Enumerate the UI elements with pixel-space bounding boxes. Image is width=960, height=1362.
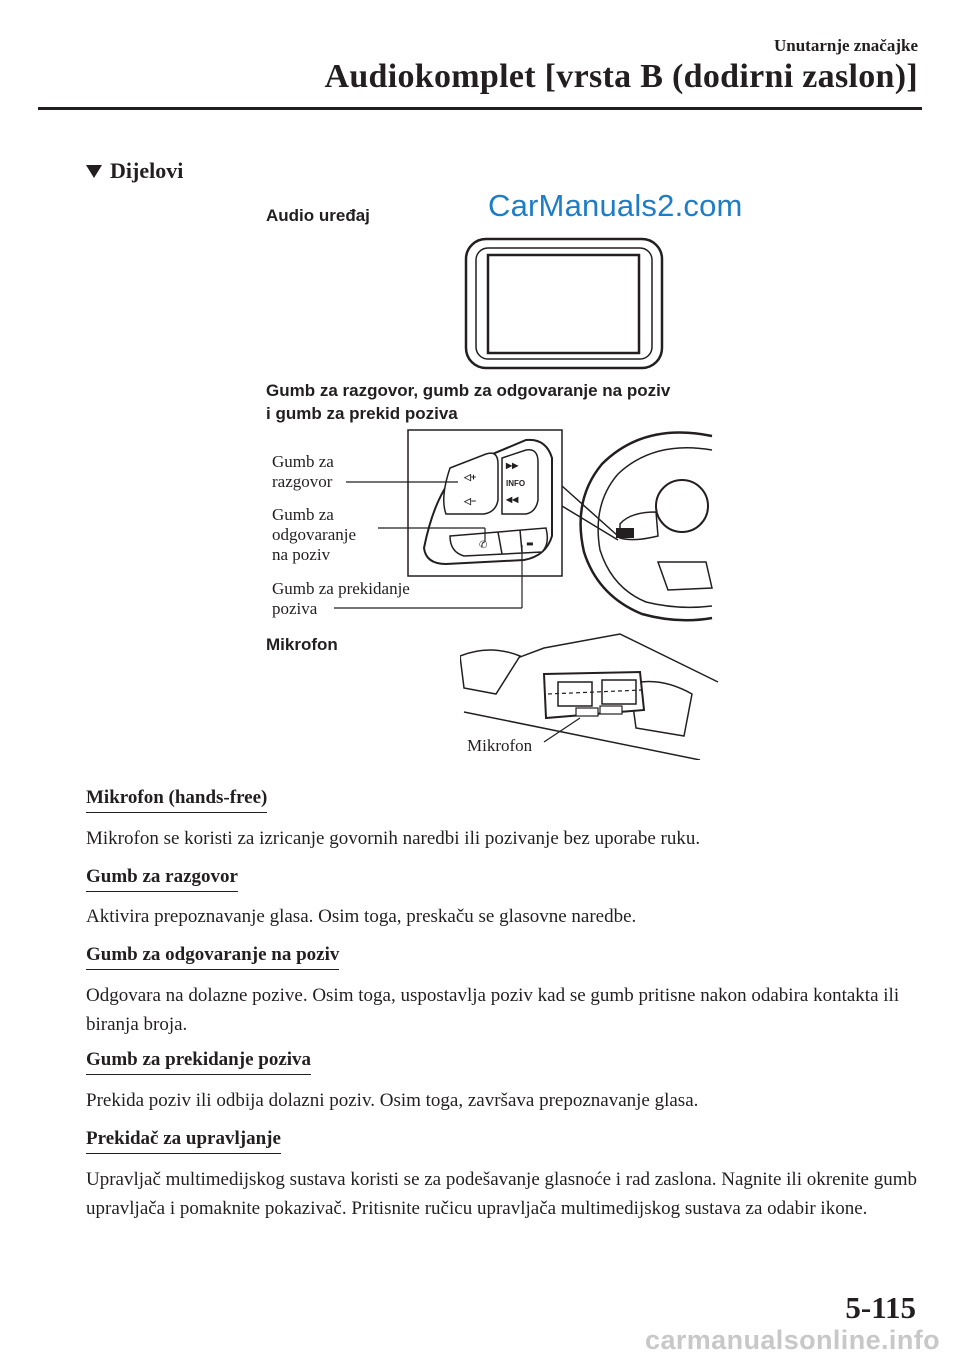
map-light-left [558,682,592,706]
header-section-name: Unutarnje značajke [773,36,918,55]
callout-hangup-line1: Gumb za prekidanje [272,579,410,598]
audio-device-label: Audio uređaj [266,206,370,225]
buttons-label-line2: i gumb za prekid poziva [266,404,458,423]
callout-talk-line1: Gumb za [272,452,334,471]
item-text-talk-button: Aktivira prepoznavanje glasa. Osim toga, preskaču se glasovne naredbe. [86,906,637,927]
item-heading-commander-switch: Prekidač za upravljanje [86,1128,281,1154]
item-text-microphone: Mikrofon se koristi za izricanje govornih naredbi ili pozivanje bez uporabe ruku. [86,828,701,849]
item-text-answer-button: Odgovara na dolazne pozive. Osim toga, uspostavlja poziv kad se gumb pritisne nakon odabira kontakta ili biranja broja. [86,985,900,1035]
callout-answer-line2: odgovaranje [272,525,357,544]
microphone-grille-right [600,706,622,714]
buttons-label-line1: Gumb za razgovor, gumb za odgovaranje na poziv [266,381,671,400]
item-text-commander-switch: Upravljač multimedijskog sustava koristi se za podešavanje glasnoće i rad zaslona. Nagnite ili okrenite gumb upravljača i pomaknite pokazivač. Pritisnite ručicu upravljača multimedijskog sustava za odabir ikone. [86,1169,918,1219]
microphone-callout: Mikrofon [467,736,533,755]
watermark: CarManuals2.com [488,188,743,223]
item-text-hangup-button: Prekida poziv ili odbija dolazni poziv. Osim toga, završava prepoznavanje glasa. [86,1090,699,1111]
item-heading-answer-button: Gumb za odgovaranje na poziv [86,944,339,970]
answer-button-mark: ✆ [479,540,488,551]
hangup-button-mark: ▬ [526,539,534,548]
info-button-text: INFO [506,479,526,488]
callout-hangup-line2: poziva [272,599,318,618]
seek-up-mark: ▶▶ [506,461,519,470]
page-title: Audiokomplet [vrsta B (dodirni zaslon)] [324,58,918,95]
item-heading-hangup-button: Gumb za prekidanje poziva [86,1049,311,1075]
item-heading-microphone: Mikrofon (hands-free) [86,787,267,813]
section-heading-text: Dijelovi [110,158,184,183]
footer-watermark: carmanualsonline.info [645,1325,940,1355]
page-number: 5-115 [845,1290,916,1325]
microphone-grille-left [576,708,598,716]
volume-down-mark: ◁− [464,496,477,506]
callout-talk-line2: razgovor [272,472,333,491]
seek-down-mark: ◀◀ [506,495,519,504]
callout-answer-line3: na poziv [272,545,331,564]
volume-up-mark: ◁+ [464,472,477,482]
microphone-label: Mikrofon [266,635,338,654]
item-heading-talk-button: Gumb za razgovor [86,866,238,892]
callout-answer-line1: Gumb za [272,505,334,524]
